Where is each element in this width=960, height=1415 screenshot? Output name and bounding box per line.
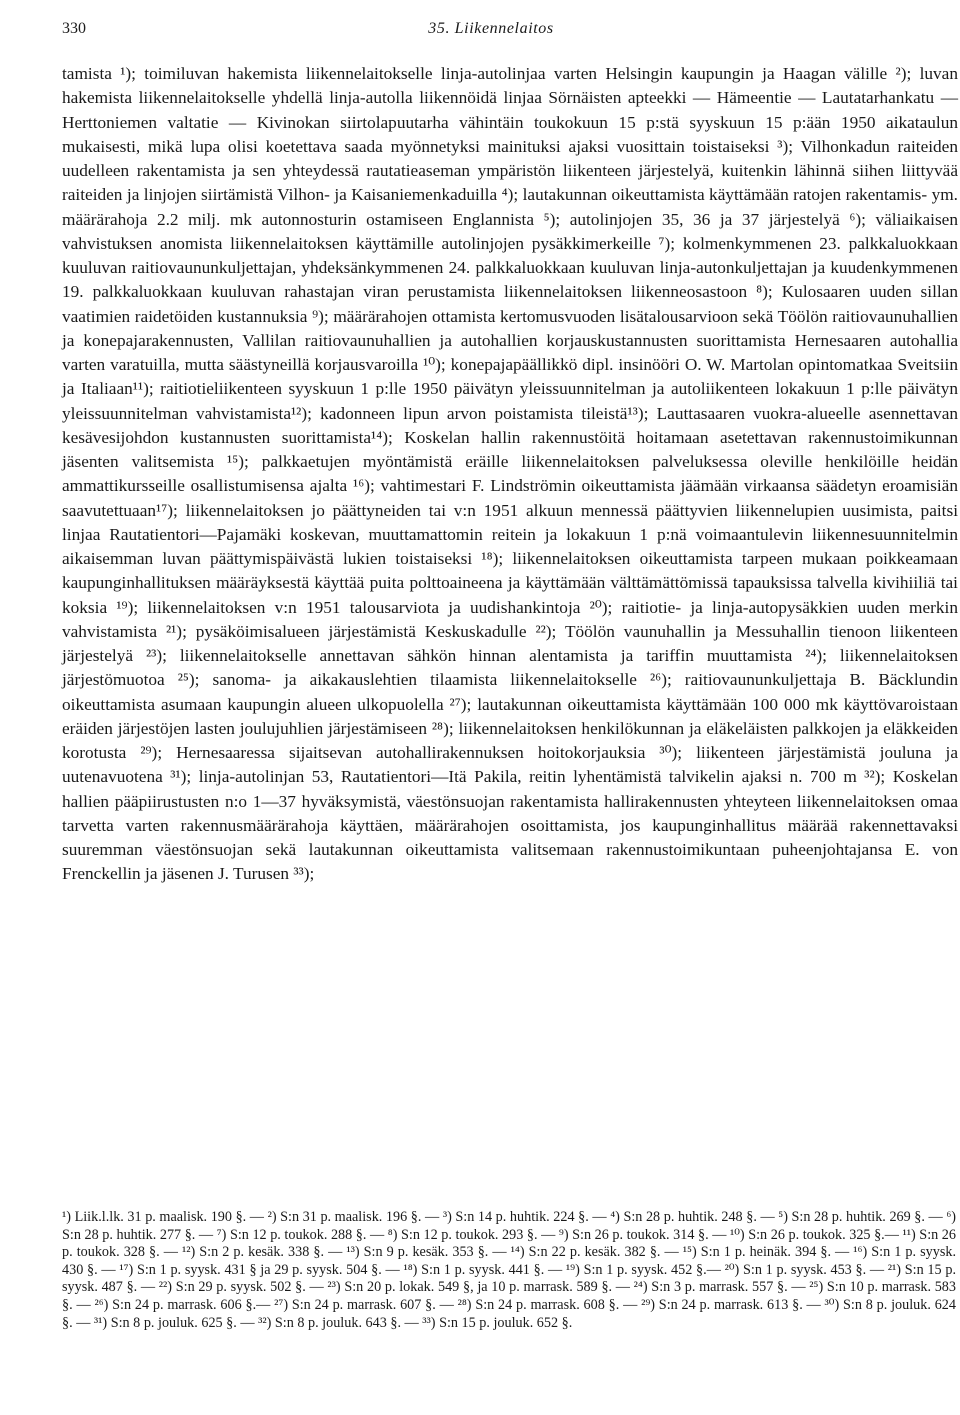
footnotes-text: ¹) Liik.l.lk. 31 p. maalisk. 190 §. — ²) S:n 31 p. maalisk. 196 §. — ³) S:n 14 p. huhtik. 224 §. — ⁴) S:n 28 p. huhtik. 248 §. — ⁵) S:n 28 p. huhtik. 269 §. — ⁶) S:n 28 p. huhtik. 277 §. — ⁷) S:n 12 p. toukok. 288 §. — ⁸) S:n 12 p. toukok. 293 §. — ⁹) S:n 26 p. toukok. 314 §. — ¹⁰) S:n 26 p. toukok. 325 §.— ¹¹) S:n 26 p. toukok. 328 §. — ¹²) S:n 2 p. kesäk. 338 §. — ¹³) S:n 9 p. kesäk. 353 §. — ¹⁴) S:n 22 p. kesäk. 382 §. — ¹⁵) S:n 1 p. heinäk. 394 §. — ¹⁶) S:n 1 p. syysk. 430 §. — ¹⁷) S:n 1 p. syysk. 431 § ja 29 p. syysk. 504 §. — ¹⁸) S:n 1 p. syysk. 441 §. — ¹⁹) S:n 1 p. syysk. 452 §.— ²⁰) S:n 1 p. syysk. 453 §. — ²¹) S:n 15 p. syysk. 487 §. — ²²) S:n 29 p. syysk. 502 §. — ²³) S:n 20 p. lokak. 549 §, ja 10 p. marrask. 589 §. — ²⁴) S:n 3 p. marrask. 557 §. — ²⁵) S:n 10 p. marrask. 583 §. — ²⁶) S:n 24 p. marrask. 606 §.— ²⁷) S:n 24 p. marrask. 607 §. — ²⁸) S:n 24 p. marrask. 608 §. — ²⁹) S:n 24 p. marrask. 613 §. — ³⁰) S:n 8 p. jouluk. 624 §. — ³¹) S:n 8 p. jouluk. 625 §. — ³²) S:n 8 p. jouluk. 643 §. — ³³) S:n 15 p. jouluk. 652 §. — [62, 1209, 956, 1331]
page-header — [62, 16, 920, 42]
body-text — [62, 62, 958, 887]
page-number: 330 — [62, 20, 86, 37]
body-paragraph: tamista ¹); toimiluvan hakemista liikennelaitokselle linja-autolinjaa varten Helsingin kaupungin ja Haagan välille ²); luvan hakemista liikennelaitokselle yhdellä linja-autolla liikennöidä linjaa Sörnäisten apteekki — Hämeentie — Lautatarhankatu — Herttoniemen valtatie — Kivinokan siirtolapuutarha vähintäin toukokuun 15 p:stä syyskuun 15 p:ään 1950 aikataulun mukaisesti, mikä lupa olisi koetettava saada myönnetyksi mainituksi ajaksi vuosittain toistaiseksi ³); Vilhonkadun raiteiden uudelleen rakentamista ja sen yhteydessä rautatieaseman ympäristön liikenteen järjestelyä, kuitenkin lähinnä siihen liittyvää raiteiden ja linjojen siirtämistä Vilhon- ja Kaisaniemenkaduilla ⁴); lautakunnan oikeuttamista käyttämään ratojen rakentamis- ym. määrärahoja 2.2 milj. mk autonnosturin ostamiseen Englannista ⁵); autolinjojen 35, 36 ja 37 järjestelyä ⁶); väliaikaisen vahvistuksen anomista liikennelaitoksen käyttämille autolinjojen pysäkkimerkeille ⁷); kolmenkymmenen 23. palkkaluokkaan kuuluvan raitiovaununkuljettajan, yhdeksänkymmenen 24. palkkaluokkaan kuuluvan linja-autonkuljettajan ja kuudenkymmenen 19. palkkaluokkaan kuuluvan rahastajan viran perustamista liikennelaitoksen liikenneosastoon ⁸); Kulosaaren uuden sillan vaatimien raidetöiden kustannuksia ⁹); määrärahojen ottamista kertomusvuoden lisätalousarvioon sekä Töölön raitiovaunuhallien ja konepajarakennusten, Vallilan raitiovaunuhallien ja autohallien korjauskustannusten suorittamista Hernesaaren autohallia varten varatuilla, mutta säästyneillä korjausvaroilla ¹⁰); konepajapäällikkö dipl. insinööri O. W. Martolan opintomatkaa Sveitsiin ja Italiaan¹¹); raitiotieliikenteen syyskuun 1 p:lle 1950 päivätyn yleissuunnitelman ja autoliikenteen lokakuun 1 p:lle päivätyn yleissuunnitelman vahvistamista¹²); kadonneen lipun arvon poistamista tileistä¹³); Lauttasaaren vuokra-alueelle asennettavan kesävesijohdon kustannusten suorittamista¹⁴); Koskelan hallin rakennustöitä hoitamaan asetettavan rakennustoimikunnan jäsenten valitsemista ¹⁵); palkkaetujen myöntämistä eräille liikennelaitoksen palveluksessa oleville henkilöille heidän ammattikursseille osallistumisensa ajalta ¹⁶); vahtimestari F. Lindströmin oikeuttamista jäämään virkaansa säädetyn eroamisiän saavutettuaan¹⁷); liikennelaitoksen jo päättyneiden tai v:n 1951 alkuun mennessä päättyvien liikennelupien uusimista, paitsi linjaa Rautatientori—Pajamäki koskevan, muuttamattomin reitein ja lokakuun 1 p:nä voimaantulevin liikennesuunnitelmin aikaisemman luvan päättymispäivästä lukien toistaiseksi ¹⁸); liikennelaitoksen oikeuttamista tarpeen mukaan poikkeamaan kaupunginhallituksen määräyksestä käyttää puita polttoaineena ja käyttämään välttämättömissä tapauksissa talvella kivihiiliä tai koksia ¹⁹); liikennelaitoksen v:n 1951 talousarviota ja uudishankintoja ²⁰); raitiotie- ja linja-autopysäkkien uuden merkin vahvistamista ²¹); pysäköimisalueen järjestämistä Keskuskadulle ²²); Töölön vaunuhallin ja Messuhallin tienoon liikenteen järjestelyä ²³); liikennelaitokselle annettavan sähkön hinnan alentamista ja tariffin muuttamista ²⁴); liikennelaitoksen järjestömuotoa ²⁵); sanoma- ja aikakauslehtien tilaamista liikennelaitokselle ²⁶); raitiovaununkuljettaja B. Bäcklundin oikeuttamista asumaan kaupungin alueen ulkopuolella ²⁷); lautakunnan oikeuttamista käyttämään 100 000 mk käyttövaroistaan eräiden järjestöjen lasten joulujuhlien järjestämiseen ²⁸); liikennelaitoksen henkilökunnan ja eläkeläisten palkkojen ja eläkkeiden korotusta ²⁹); Hernesaaressa sijaitsevan autohallirakennuksen hoitokorjauksia ³⁰); liikenteen järjestämistä jouluna ja uutenavuotena ³¹); linja-autolinjan 53, Rautatientori—Itä Pakila, reitin lyhentämistä talvikelin ajaksi n. 700 m ³²); Koskelan hallien pääpiirustusten n:o 1—37 hyväksymistä, väestönsuojan rakentamista hallirakennusten yhteyteen liikennelaitoksen omaa tarvetta varten rakennusmäärärahoja käyttäen, määrärahojen osoittamista, jos kaupunginhallitus määrää rakennettavaksi suuremman väestönsuojan sekä lautakunnan oikeuttamista valitsemaan rakennustoimikuntaan puheenjohtajansa E. von Frenckellin ja jäsenen J. Turusen ³³); — [62, 64, 958, 884]
running-title: 35. Liikennelaitos — [428, 20, 554, 37]
footnotes — [62, 1209, 956, 1332]
